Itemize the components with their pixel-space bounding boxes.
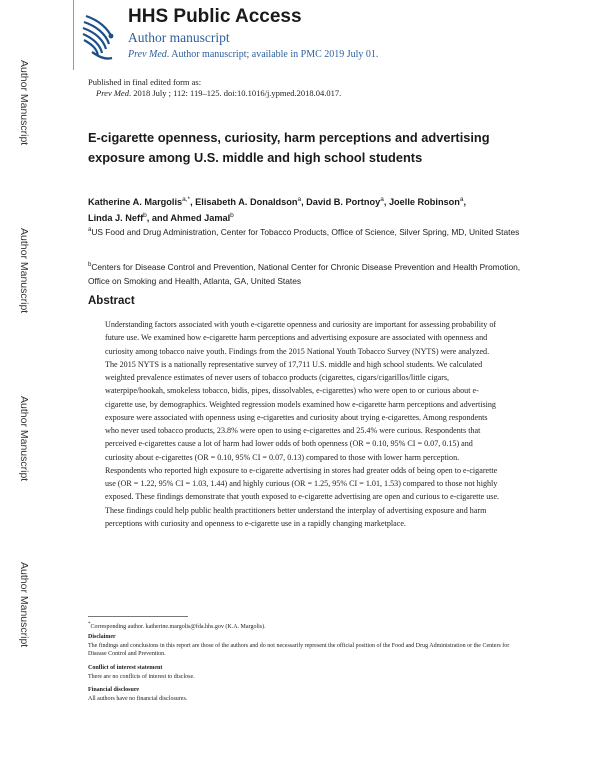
affiliation-text: US Food and Drug Administration, Center for Tobacco Products, Office of Science, Silver Spring, MD, United States — [91, 226, 520, 237]
author-name: Katherine A. Margolis — [88, 197, 183, 208]
affiliation-text: Centers for Disease Control and Prevention, National Center for Chronic Disease Prevention and Health Promotion, Office on Smoking and Health, Atlanta, GA, United States — [88, 261, 521, 286]
conflict-text: There are no conflicts of interest to disclose. — [88, 674, 195, 680]
disclaimer-text: The findings and conclusions in this report are those of the authors and do not necessarily represent the official position of the Food and Drug Administration or the Centers for Disease Control and Prevention. — [88, 643, 510, 657]
sidebar-label: Author Manuscript — [18, 228, 30, 314]
journal-name: Prev Med — [128, 49, 167, 60]
affiliation-mark: b — [88, 262, 92, 268]
author-affiliation-mark: a — [380, 196, 384, 203]
corresponding-author-note — [88, 621, 528, 631]
affiliation-mark: a — [88, 227, 92, 233]
author-name: Elisabeth A. Donaldson — [195, 197, 298, 208]
citation-details: . 2018 July ; 112: 119–125. doi:10.1016/j.ypmed.2018.04.017. — [128, 88, 342, 98]
author-name: Ahmed Jamal — [170, 213, 231, 224]
sidebar-label: Author Manuscript — [18, 562, 30, 648]
author-name: Joelle Robinson — [388, 197, 460, 208]
header-divider — [73, 0, 74, 70]
financial-heading: Financial disclosure — [88, 687, 140, 693]
sidebar-label: Author Manuscript — [18, 60, 30, 146]
author-list: Katherine A. Margolis$^{a,*}$, Elisabeth A. Donaldson$^a$, David B. Portnoy$^a$, Joelle Robinson$^a$, Linda J. Neff$^b$, and Ahmed Jamal$^b$ — [88, 196, 467, 224]
hhs-eagle-logo — [78, 6, 118, 66]
author-affiliation-mark: a — [459, 196, 464, 203]
corresponding-mark: * — [88, 622, 91, 627]
author-affiliation-mark: b — [230, 212, 234, 220]
conflict-heading: Conflict of interest statement — [88, 665, 163, 671]
sidebar-label: Author Manuscript — [18, 396, 30, 482]
availability-text: . Author manuscript; available in PMC 2019 July 01. — [166, 49, 379, 60]
financial-text: All authors have no financial disclosures. — [88, 696, 188, 702]
author-manuscript-subtitle: Author manuscript — [128, 30, 230, 45]
abstract-heading: Abstract — [88, 295, 135, 307]
author-name: Linda J. Neff — [88, 213, 144, 224]
article-title: E-cigarette openness, curiosity, harm perceptions and advertising exposure among U.S. middle and high school students — [88, 130, 490, 165]
disclaimer-heading: Disclaimer — [88, 634, 116, 640]
affiliation — [88, 258, 528, 288]
published-heading: Published in final edited form as: — [88, 77, 202, 87]
affiliation — [88, 223, 528, 239]
author-manuscript-sidebar — [0, 0, 44, 776]
author-name: David B. Portnoy — [306, 197, 381, 208]
corresponding-author-text: Corresponding author. katherine.margolis@fda.hhs.gov (K.A. Margolis). — [90, 624, 266, 630]
abstract-text: Understanding factors associated with youth e-cigarette openness and curiosity are important for assessing probability of future use. We examined how e-cigarette harm perceptions and advertising exposure are associated with openness and curiosity among tobacco naive youth. Findings from the 2015 National Youth Tobacco Survey (NYTS) were analyzed. The 2015 NYTS is a nationally representative survey of 17,711 U.S. middle and high school students. We calculated weighted prevalence estimates of never users of tobacco products (cigarettes, cigars/cigarillos/little cigars, waterpipe/hookah, smokeless tobacco, bidis, pipes, dissolvables, e-cigarettes) who were open to or curious about e-cigarette use, by demographics. Weighted regression models examined how e-cigarette harm perceptions and advertising exposure were associated with openness using e-cigarettes and curiosity about trying e-cigarettes. Among respondents who never used tobacco products, 23.8% were open to using e-cigarettes and 25.4% were curious. Respondents that perceived e-cigarettes cause a lot of harm had lower odds of both openness (OR = 0.10, 95% CI = 0.07, 0.15) and curiosity about e-cigarettes (OR = 0.10, 95% CI = 0.07, 0.13) compared to those with lower harm perception. Respondents who reported high exposure to e-cigarette advertising in stores had greater odds of being open to e-cigarette use (OR = 1.22, 95% CI = 1.03, 1.44) and highly curious (OR = 1.25, 95% CI = 1.01, 1.53) compared to those not highly exposed. These findings demonstrate that youth exposed to e-cigarette advertising are open and curious to e-cigarette use. These findings could help public health practitioners better understand the interplay of advertising exposure and harm perceptions with curiosity and openness to e-cigarette use in a rapidly changing marketplace. — [105, 320, 500, 528]
author-affiliation-mark: a — [297, 196, 302, 203]
footnote-divider — [88, 616, 188, 617]
hhs-public-access-title: HHS Public Access — [128, 6, 302, 27]
journal-availability — [128, 49, 378, 60]
publication-citation — [96, 88, 341, 98]
citation-journal: Prev Med — [96, 88, 129, 98]
author-affiliation-mark: b — [143, 212, 147, 220]
author-affiliation-mark: a,* — [182, 196, 191, 203]
